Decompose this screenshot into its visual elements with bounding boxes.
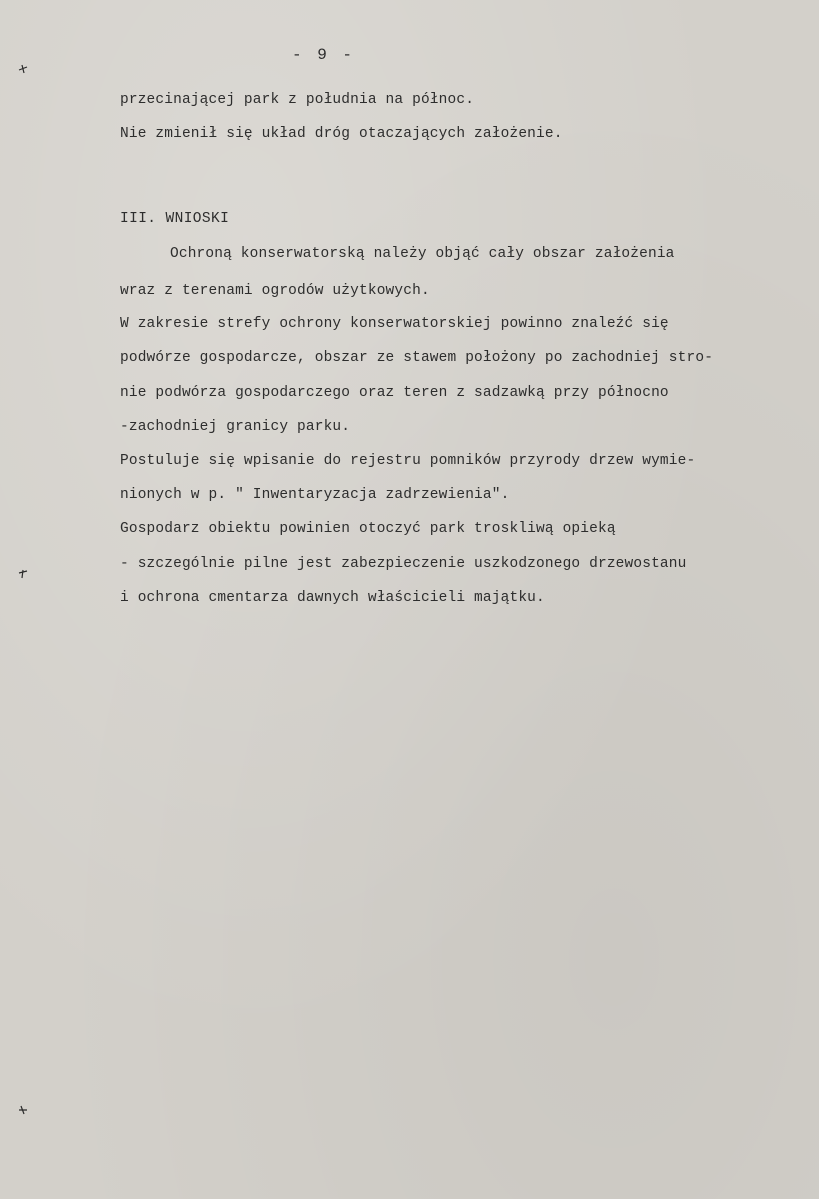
section-heading: III. WNIOSKI — [120, 211, 230, 227]
text-line: Ochroną konserwatorską należy objąć cały obszar założenia — [170, 246, 675, 262]
text-line: Nie zmienił się układ dróg otaczających założenie. — [120, 126, 563, 142]
text-line: W zakresie strefy ochrony konserwatorskiej powinno znaleźć się — [120, 316, 669, 332]
margin-punch-mark-icon — [18, 64, 28, 74]
text-line: podwórze gospodarcze, obszar ze stawem położony po zachodniej stro- — [120, 350, 714, 366]
text-line: Postuluje się wpisanie do rejestru pomników przyrody drzew wymie- — [120, 453, 696, 469]
text-line: -zachodniej granicy parku. — [120, 419, 351, 435]
text-line: przecinającej park z południa na północ. — [120, 92, 475, 108]
margin-punch-mark-icon — [18, 569, 28, 579]
margin-punch-mark-icon — [18, 1105, 28, 1115]
text-line: nie podwórza gospodarczego oraz teren z sadzawką przy północno — [120, 385, 669, 401]
text-line: wraz z terenami ogrodów użytkowych. — [120, 283, 430, 299]
text-line: i ochrona cmentarza dawnych właścicieli majątku. — [120, 590, 545, 606]
text-line: - szczególnie pilne jest zabezpieczenie uszkodzonego drzewostanu — [120, 556, 687, 572]
page-number: - 9 - — [292, 46, 356, 64]
text-line: nionych w p. " Inwentaryzacja zadrzewienia". — [120, 487, 510, 503]
text-line: Gospodarz obiektu powinien otoczyć park troskliwą opieką — [120, 521, 616, 537]
